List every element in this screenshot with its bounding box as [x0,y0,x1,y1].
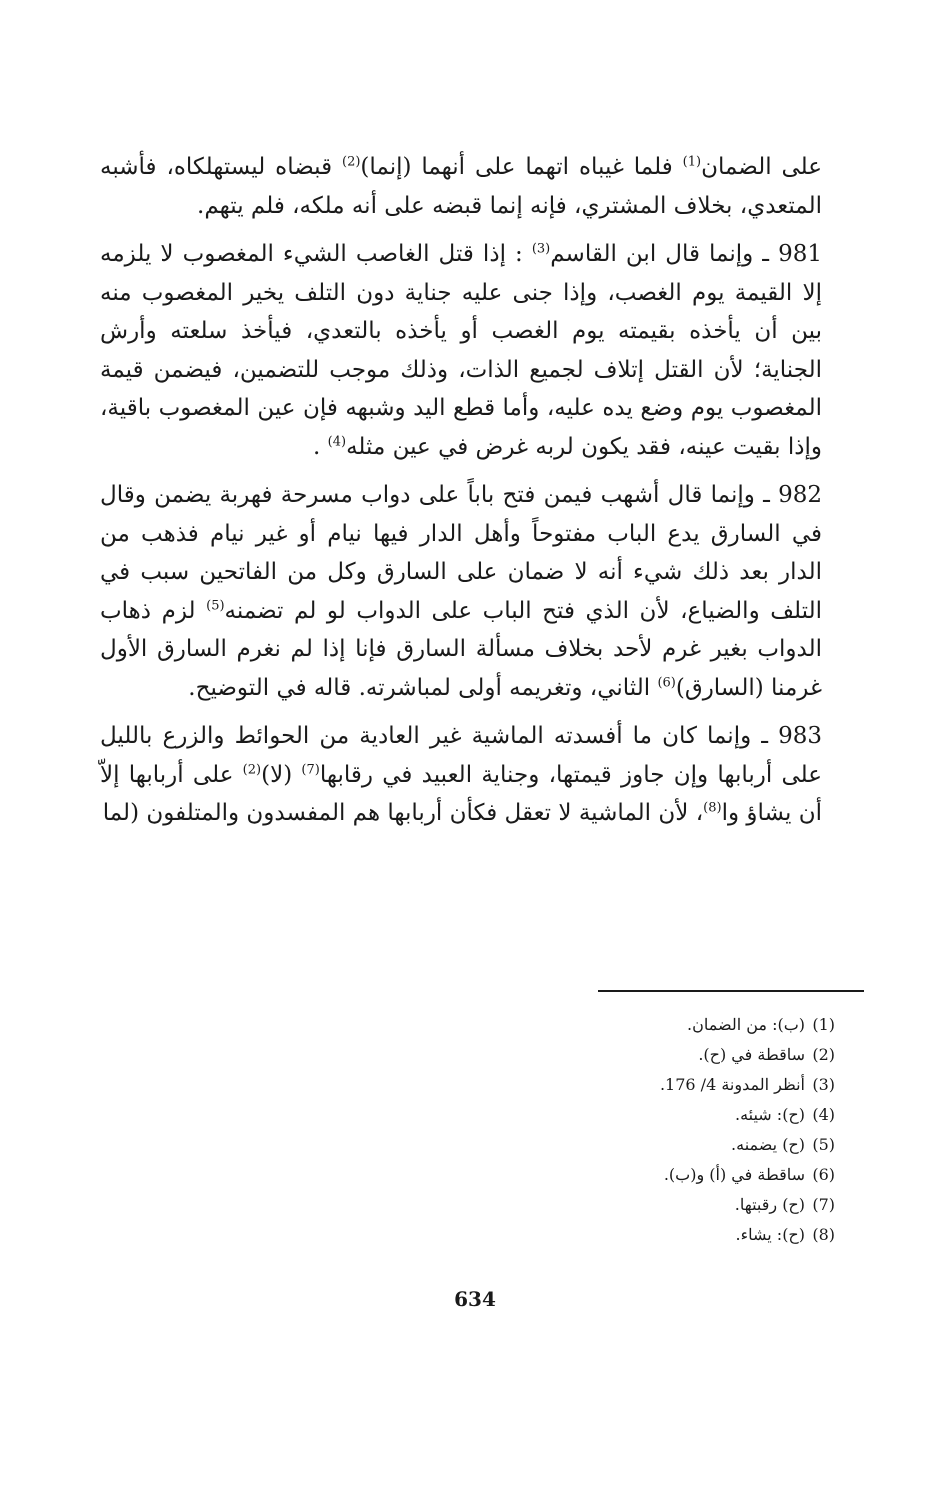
footnote-number: (3) [812,1075,835,1094]
footnote-text: (ح): يشاء. [735,1225,805,1244]
text-run: فلما غيباه اتهما على أنهما (إنما) [360,154,683,180]
footnote-ref: (3) [531,241,551,257]
footnote-ref: (2) [242,761,262,777]
footnote-item [315,1190,835,1220]
footnote-item [315,1160,835,1190]
text-run: قبضاه ليستهلكاه، فأشبه المتعدي، بخلاف المشتري، فإنه إنما قبضه على أنه ملكه، فلم يتهم. [100,154,822,219]
paragraph-981 [100,235,822,466]
footnote-ref: (5) [206,597,225,613]
paragraph-number: 983 [778,723,822,749]
footnote-number: (2) [812,1045,835,1064]
footnote-item [315,1040,835,1070]
text-run: : إذا قتل الغاصب الشيء المغصوب لا يلزمه إلا القيمة يوم الغصب، وإذا جنى عليه جناية دون التلف يخير المغصوب منه بين أن يأخذه بقيمته يوم الغصب أو يأخذه بالتعدي، فيأخذ سلعته وأرش الجناية؛ لأن القتل إتلاف لجميع الذات، وذلك موجب للتضمين، فيضمن قيمة المغصوب يوم وضع يده عليه، وأما قطع اليد وشبهه فإن عين المغصوب باقية، وإذا بقيت عينه، فقد يكون لربه غرض في عين مثله [100,241,822,460]
footnote-ref: (1) [682,154,702,170]
footnotes [315,1010,835,1250]
footnote-text: ساقطة في (ح). [698,1045,805,1064]
footnote-number: (8) [812,1225,835,1244]
text-run: لزم ذهاب الدواب بغير غرم لأحد بخلاف مسألة السارق فإنا إذا لم نغرم السارق الأول غرمنا (السارق) [100,597,822,701]
text-run: ـ وإنما قال ابن القاسم [550,241,779,267]
footnote-item [315,1070,835,1100]
footnote-item [315,1100,835,1130]
footnote-number: (6) [812,1165,835,1184]
text-run: على أربابها إلاّ أن يشاؤ وا [100,761,822,826]
footnote-number: (4) [812,1105,835,1124]
footnote-text: (ح) يضمنه. [731,1135,805,1154]
footnote-number: (5) [812,1135,835,1154]
footnote-item [315,1220,835,1250]
main-text [100,148,822,843]
footnote-text: (ح) رقبتها. [734,1195,805,1214]
paragraph-continued [100,148,822,225]
footnote-text: (ح): شيئه. [734,1105,805,1124]
text-run: (لا) [261,761,302,788]
footnote-ref: (4) [327,433,347,449]
text-run: ـ وإنما كان ما أفسدته الماشية غير العادية من الحوائط والزرع بالليل على أربابها وإن جاوز قيمتها، وجناية العبيد في رقابها [100,723,823,788]
footnote-ref: (2) [341,154,361,170]
paragraph-982 [100,476,822,707]
footnote-number: (7) [812,1195,835,1214]
text-run: ـ وإنما قال أشهب فيمن فتح باباً على دواب مسرحة فهربة يضمن وقال في السارق يدع الباب مفتوحاً وأهل الدار فيها نيام أو غير نيام فذهب من الدار بعد ذلك شيء أنه لا ضمان على السارق وكل من الفاتحين سبب في التلف والضياع، لأن الذي فتح الباب على الدواب لو لم تضمنه [100,482,822,624]
footnote-divider [598,990,864,992]
text-run: الثاني، وتغريمه أولى لمباشرته. قاله في التوضيح. [188,674,658,701]
footnote-item [315,1130,835,1160]
footnote-ref: (8) [703,800,722,816]
text-run: على الضمان [701,154,823,180]
footnote-ref: (6) [657,674,676,690]
paragraph-983 [100,717,822,833]
footnote-text: أنظر المدونة 4/ 176. [659,1075,805,1094]
footnote-item [315,1010,835,1040]
page-number: 634 [454,1287,496,1311]
text-run: ، لأن الماشية لا تعقل فكأن أربابها هم المفسدون والمتلفون (لما [102,800,704,826]
footnote-number: (1) [812,1015,835,1034]
footnote-text: ساقطة في (أ) و(ب). [663,1165,805,1184]
text-run: . [313,433,328,460]
paragraph-number: 982 [778,482,822,508]
footnote-ref: (7) [301,761,320,777]
paragraph-number: 981 [778,241,822,267]
footnote-text: (ب): من الضمان. [686,1015,805,1034]
